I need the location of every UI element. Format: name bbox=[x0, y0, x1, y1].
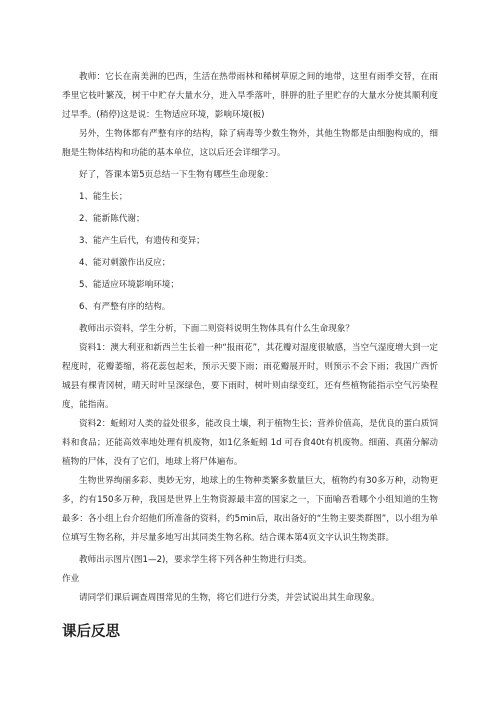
paragraph-biodiversity: 生物世界绚丽多彩、奥妙无穷，地球上的生物种类繁多数量巨大，植物约有30多万种，动物更多，约有150多万种，我国是世界上生物资源最丰富的国家之一，下面喻吾看哪个小组知道的生物最多：各小组上台介绍他们所准备的资料，约5min后，取出备好的“生物主要类群图”，以小组为单位填写生物名称，并尽量多地写出其同类生物名称。结合课本第4页文字认识生物类群。 bbox=[62, 476, 438, 543]
paragraph-summary-intro: 好了，答课本第5页总结一下生物有哪些生命现象： bbox=[79, 170, 274, 180]
homework-text: 请同学们课后调查周围常见的生物，将它们进行分类，并尝试说出其生命现象。 bbox=[79, 593, 380, 603]
paragraph-material-1: 资料1：澳大利亚和新西兰生长着一种“报雨花”，其花瓣对湿度很敏感，当空气湿度增大到一定程度时，花瓣萎缩，将花蕊包起来，预示天要下雨；雨花瓣展开时，则预示不会下雨；我国广西忻城县有棵青冈树，晴天时叶呈深绿色，要下雨时，树叶则由绿变红，还有些植物能指示空气污染程度，能指南。 bbox=[62, 343, 438, 410]
homework-label: 作业 bbox=[62, 574, 80, 584]
paragraph-classification: 教师出示图片(图1—2)，要求学生将下列各种生物进行归类。 bbox=[79, 555, 312, 565]
paragraph-materials-intro: 教师出示资料，学生分析，下面二则资料说明生物体具有什么生命现象？ bbox=[79, 324, 355, 334]
list-item-adaptation: 5、能适应环境影响环境； bbox=[79, 280, 179, 290]
list-item-growth: 1、能生长； bbox=[79, 192, 128, 202]
list-item-structure: 6、有严整有序的结构。 bbox=[79, 302, 171, 312]
list-item-metabolism: 2、能新陈代谢； bbox=[79, 214, 145, 224]
section-heading-reflection: 课后反思 bbox=[62, 624, 120, 640]
paragraph-material-2: 资料2：蚯蚓对人类的益处很多，能改良土壤，利于植物生长；营养价值高，是优良的蛋白质饲料和食品；还能高效率地处理有机废物，如1亿条蚯蚓 1d 可吞食40t有机废物。细菌、真菌分解动植物的尸体，没有了它们，地球上将尸体遍布。 bbox=[62, 419, 438, 467]
list-item-reproduction: 3、能产生后代，有遗传和变异； bbox=[79, 236, 205, 246]
paragraph-teacher-baobab: 教师：它长在南美洲的巴西，生活在热带雨林和稀树草原之间的地带，这里有雨季交替，在雨季里它枝叶繁茂，树干中贮存大量水分，进入旱季落叶，胖胖的肚子里贮存的大量水分使其顺利度过旱季。(稍停)这是说：生物适应环境，影响环境(板) bbox=[62, 72, 438, 120]
paragraph-cell-structure: 另外，生物体都有严整有序的结构，除了病毒等少数生物外，其他生物都是由细胞构成的，细胞是生物体结构和功能的基本单位，这以后还会详细学习。 bbox=[62, 129, 438, 158]
list-item-stimulus: 4、能对刺激作出反应； bbox=[79, 258, 171, 268]
